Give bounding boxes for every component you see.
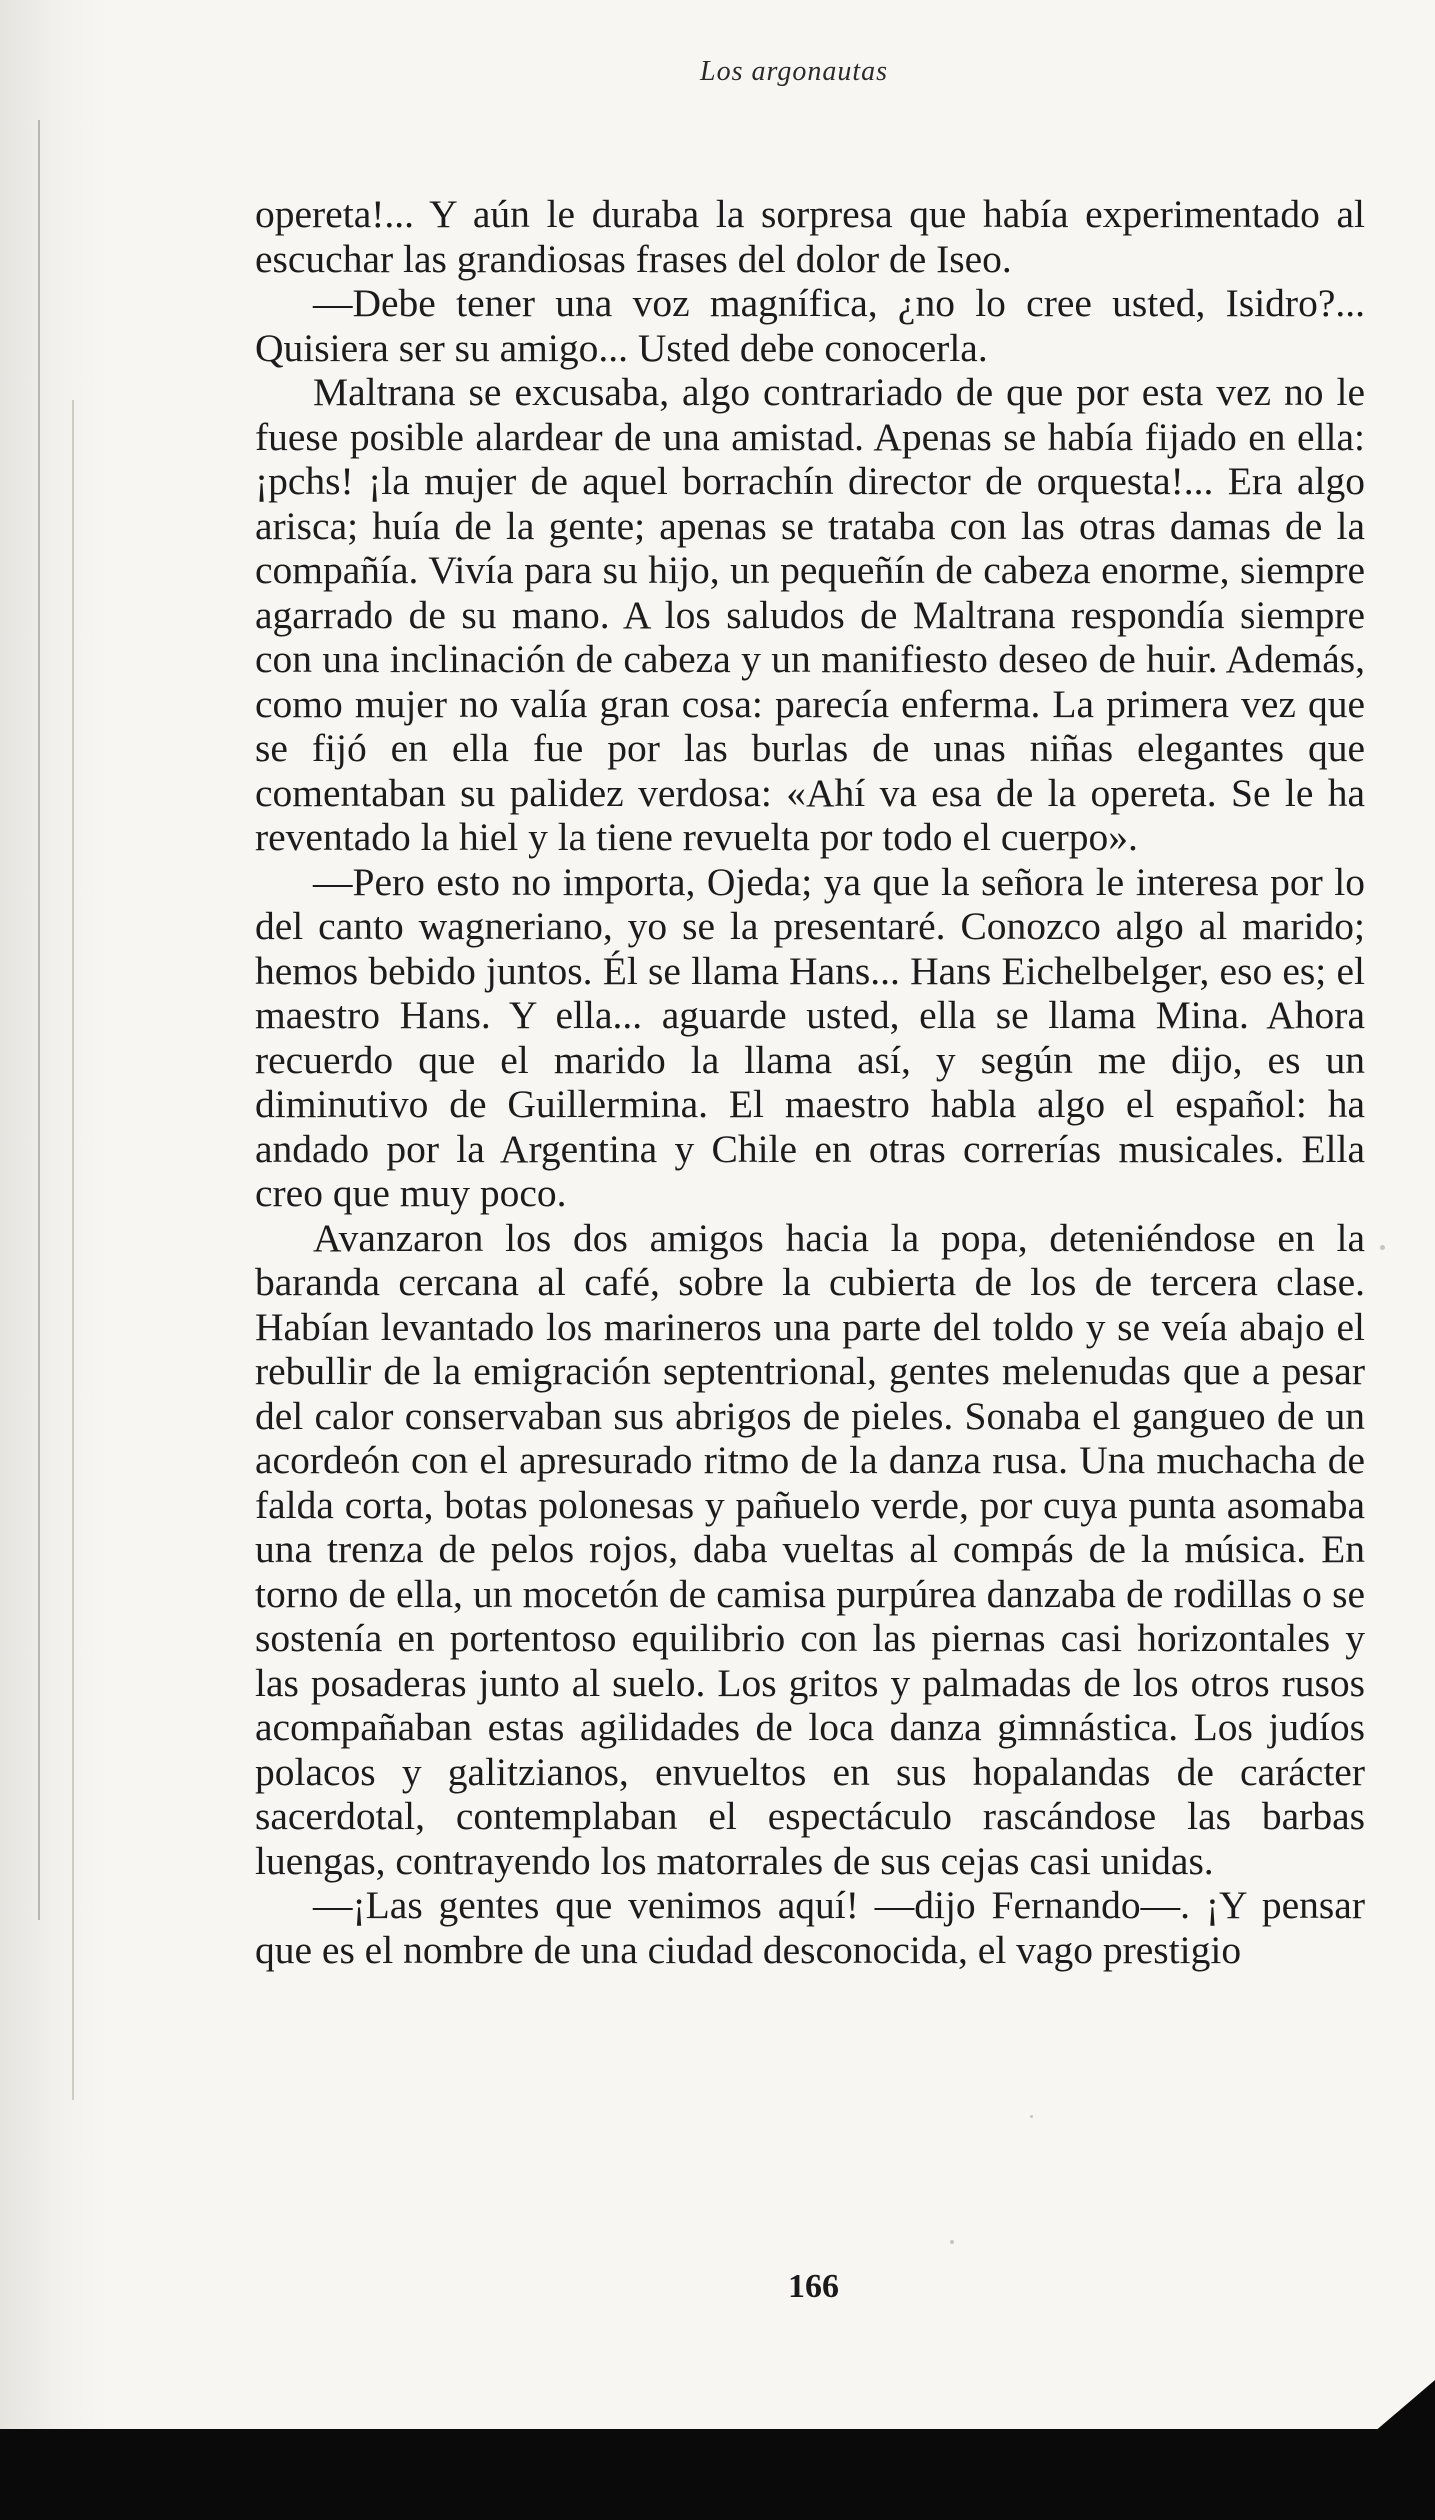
paragraph-dialogue: —¡Las gentes que venimos aquí! —dijo Fernando—. ¡Y pensar que es el nombre de una ciudad desconocida, el vago prestigio <box>255 1883 1365 1972</box>
body-text <box>255 192 1365 1972</box>
scan-bottom-shadow <box>0 2380 1435 2520</box>
paragraph-popa: Avanzaron los dos amigos hacia la popa, deteniéndose en la baranda cercana al café, sobre la cubierta de los de tercera clase. Habían levantado los marineros una parte del toldo y se veía abajo el rebullir de la emigración septentrional, gentes melenudas que a pesar del calor conservaban sus abrigos de pieles. Sonaba el gangueo de un acordeón con el apresurado ritmo de la danza rusa. Una muchacha de falda corta, botas polonesas y pañuelo verde, por cuya punta asomaba una trenza de pelos rojos, daba vueltas al compás de la música. En torno de ella, un mocetón de camisa purpúrea danzaba de rodillas o se sostenía en portentoso equilibrio con las piernas casi horizontales y las posaderas junto al suelo. Los gritos y palmadas de los otros rusos acompañaban estas agilidades de loca danza gimnástica. Los judíos polacos y galitzianos, envueltos en sus hopalandas de carácter sacerdotal, contemplaban el espectáculo rascándose las barbas luengas, contrayendo los matorrales de sus cejas casi unidas. <box>255 1215 1365 1883</box>
paper-speck <box>1380 1245 1385 1250</box>
page-gutter-shadow <box>0 0 110 2520</box>
gutter-edge-line <box>38 120 40 1920</box>
paper-speck <box>950 2240 954 2244</box>
page-number: 166 <box>788 2268 839 2305</box>
running-head-title: Los argonautas <box>700 56 889 87</box>
paragraph-maltrana: Maltrana se excusaba, algo contrariado de que por esta vez no le fuese posible alardear de una amistad. Apenas se había fijado en ella: ¡pchs! ¡la mujer de aquel borrachín director de orquesta!... Era algo arisca; huía de la gente; apenas se trataba con las otras damas de la compañía. Vivía para su hijo, un pequeñín de cabeza enorme, siempre agarrado de su mano. A los saludos de Maltrana respondía siempre con una inclinación de cabeza y un manifiesto deseo de huir. Además, como mujer no valía gran cosa: parecía enferma. La primera vez que se fijó en ella fue por las burlas de unas niñas elegantes que comentaban su palidez verdosa: «Ahí va esa de la opereta. Se le ha reventado la hiel y la tiene revuelta por todo el cuerpo». <box>255 370 1365 859</box>
paragraph-continuation: opereta!... Y aún le duraba la sorpresa que había experimentado al escuchar las grandiosas frases del dolor de Iseo. <box>255 192 1365 281</box>
paper-speck <box>1030 2115 1033 2118</box>
gutter-edge-line <box>72 400 74 2100</box>
paragraph-dialogue: —Debe tener una voz magnífica, ¿no lo cree usted, Isidro?... Quisiera ser su amigo... Usted debe conocerla. <box>255 281 1365 370</box>
paragraph-dialogue: —Pero esto no importa, Ojeda; ya que la señora le interesa por lo del canto wagneriano, yo se la presentaré. Conozco algo al marido; hemos bebido juntos. Él se llama Hans... Hans Eichelbelger, eso es; el maestro Hans. Y ella... aguarde usted, ella se llama Mina. Ahora recuerdo que el marido la llama así, y según me dijo, es un diminutivo de Guillermina. El maestro habla algo el español: ha andado por la Argentina y Chile en otras correrías musicales. Ella creo que muy poco. <box>255 859 1365 1215</box>
